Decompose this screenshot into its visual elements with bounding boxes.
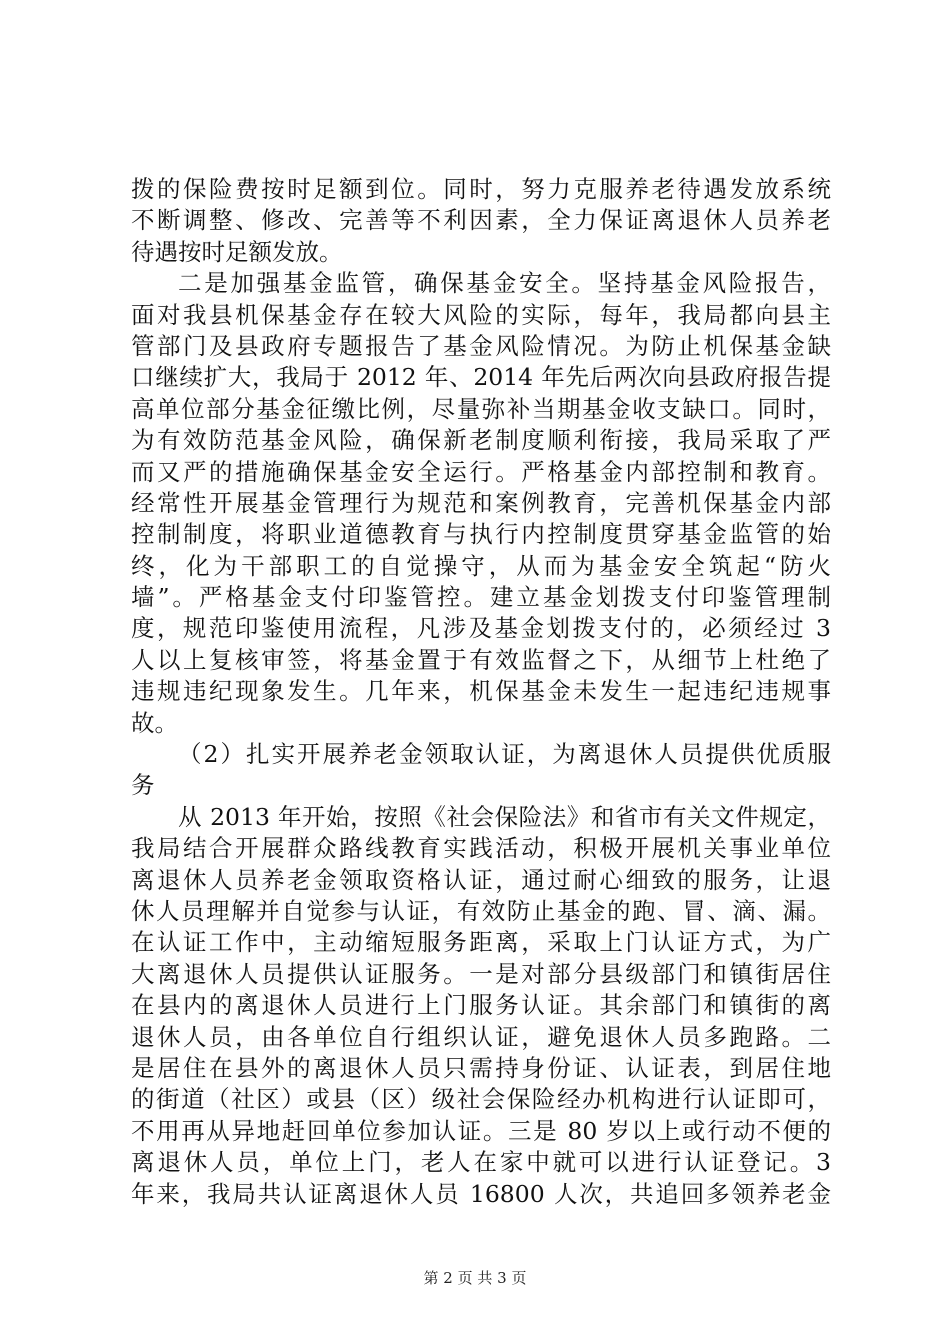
text-line: 口继续扩大，我局于 2012 年、2014 年先后两次向县政府报告提 — [131, 363, 831, 392]
text-line: 终，化为干部职工的自觉操守，从而为基金安全筑起“防火 — [131, 551, 831, 580]
text-line: 从 2013 年开始，按照《社会保险法》和省市有关文件规定， — [178, 802, 831, 831]
text-line: 年来，我局共认证离退休人员 16800 人次，共追回多领养老金 — [131, 1179, 831, 1208]
text-line: 的街道（社区）或县（区）级社会保险经办机构进行认证即可， — [131, 1085, 831, 1114]
text-line: 度，规范印鉴使用流程，凡涉及基金划拨支付的，必须经过 3 — [131, 614, 831, 643]
text-line: 面对我县机保基金存在较大风险的实际，每年，我局都向县主 — [131, 300, 831, 329]
text-line: 高单位部分基金征缴比例，尽量弥补当期基金收支缺口。同时， — [131, 394, 831, 423]
page-footer: 第 2 页 共 3 页 — [423, 1269, 527, 1287]
text-line: 人以上复核审签，将基金置于有效监督之下，从细节上杜绝了 — [131, 645, 831, 674]
text-line: 在县内的离退休人员进行上门服务认证。其余部门和镇街的离 — [131, 991, 831, 1020]
text-line: 拨的保险费按时足额到位。同时，努力克服养老待遇发放系统 — [131, 175, 831, 203]
text-line: 休人员理解并自觉参与认证，有效防止基金的跑、冒、滴、漏。 — [131, 896, 831, 925]
text-line: 而又严的措施确保基金安全运行。严格基金内部控制和教育。 — [131, 457, 831, 486]
text-line: 不用再从异地赶回单位参加认证。三是 80 岁以上或行动不便的 — [131, 1116, 831, 1145]
text-line: 经常性开展基金管理行为规范和案例教育，完善机保基金内部 — [131, 488, 831, 517]
text-line: 二是加强基金监管，确保基金安全。坚持基金风险报告， — [178, 269, 831, 298]
text-line: 务 — [131, 771, 155, 800]
text-line: 待遇按时足额发放。 — [131, 237, 343, 266]
text-line: 离退休人员，单位上门，老人在家中就可以进行认证登记。3 — [131, 1148, 831, 1177]
text-line: 大离退休人员提供认证服务。一是对部分县级部门和镇街居住 — [131, 959, 831, 988]
text-line: 退休人员，由各单位自行组织认证，避免退休人员多跑路。二 — [131, 1022, 831, 1051]
text-line: 墙”。严格基金支付印鉴管控。建立基金划拨支付印鉴管理制 — [131, 583, 831, 612]
text-line: 违规违纪现象发生。几年来，机保基金未发生一起违纪违规事 — [131, 677, 831, 706]
text-line: 故。 — [131, 708, 178, 737]
text-line: 我局结合开展群众路线教育实践活动，积极开展机关事业单位 — [131, 834, 831, 863]
text-line: 为有效防范基金风险，确保新老制度顺利衔接，我局采取了严 — [131, 426, 831, 455]
text-line: 控制制度，将职业道德教育与执行内控制度贯穿基金监管的始 — [131, 520, 831, 549]
text-line: （2）扎实开展养老金领取认证，为离退休人员提供优质服 — [178, 740, 831, 769]
text-line: 离退休人员养老金领取资格认证，通过耐心细致的服务，让退 — [131, 865, 831, 894]
text-line: 在认证工作中，主动缩短服务距离，采取上门认证方式，为广 — [131, 928, 831, 957]
text-line: 管部门及县政府专题报告了基金风险情况。为防止机保基金缺 — [131, 331, 831, 360]
text-line: 是居住在县外的离退休人员只需持身份证、认证表，到居住地 — [131, 1053, 831, 1082]
text-line: 不断调整、修改、完善等不利因素，全力保证离退休人员养老 — [131, 206, 831, 235]
document-body — [131, 174, 831, 1210]
